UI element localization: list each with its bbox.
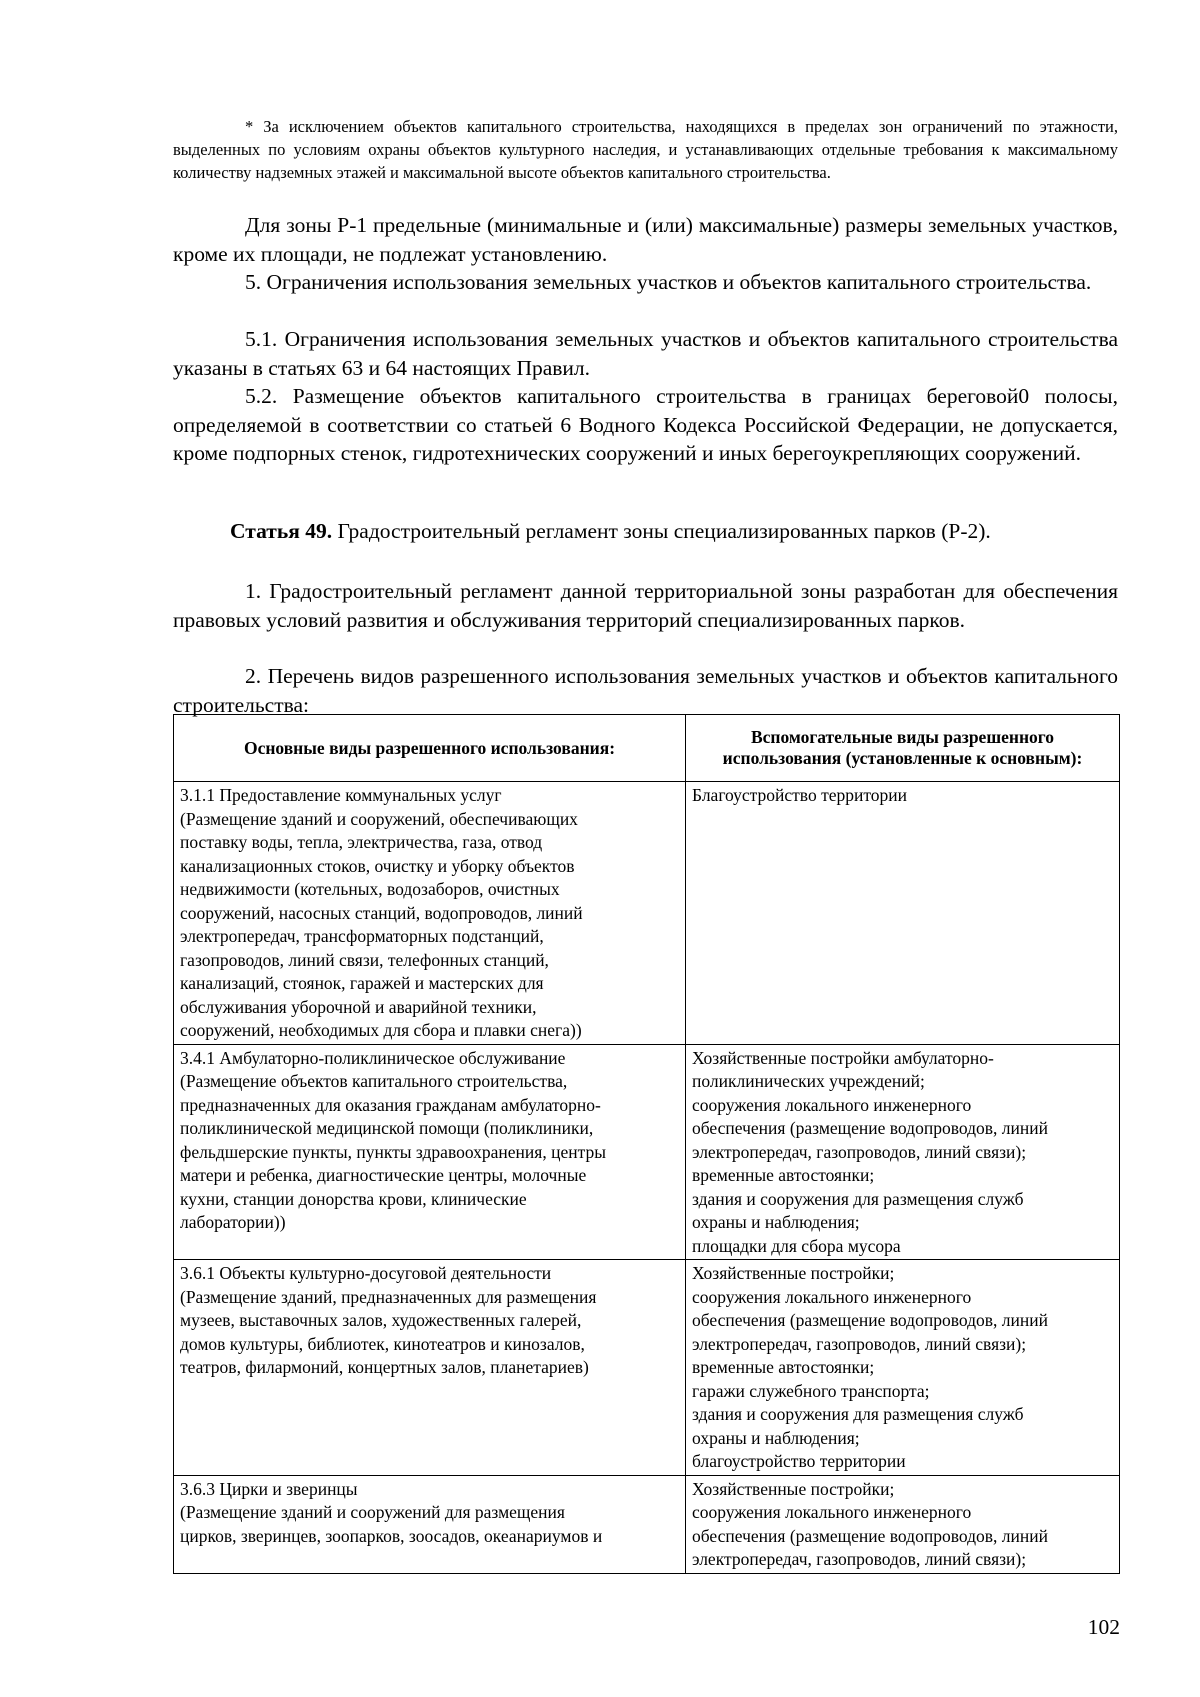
cell-line: (Размещение зданий и сооружений для размещения (180, 1502, 565, 1522)
cell-line: цирков, зверинцев, зоопарков, зоосадов, океанариумов и (180, 1525, 603, 1546)
paragraph-restrictions-5-2: 5.2. Размещение объектов капитального строительства в границах береговой0 полосы, определяемой в соответствии со статьей 6 Водного Кодекса Российской Федерации, не допускается, кроме подпорных стенок, гидротехнических сооружений и иных берегоукрепляющих сооружений. (173, 384, 1118, 465)
article-title: Градостроительный регламент зоны специализированных парков (Р-2). (332, 519, 991, 543)
cell-line: электропередач, трансформаторных подстанций, (180, 926, 544, 946)
paragraph-zone-r1-sizes: Для зоны Р-1 предельные (минимальные и (или) максимальные) размеры земельных участков, кроме их площади, не подлежат установлению. (173, 213, 1118, 266)
cell-main-use (174, 1475, 686, 1573)
table-row (174, 782, 1120, 1045)
cell-line: электропередач, газопроводов, линий связи); (692, 1333, 1027, 1354)
cell-line: обеспечения (размещение водопроводов, линий (692, 1310, 1048, 1330)
cell-line: недвижимости (котельных, водозаборов, очистных (180, 879, 560, 899)
table-row (174, 1260, 1120, 1476)
cell-line: лаборатории)) (180, 1212, 286, 1232)
header-main-uses: Основные виды разрешенного использования: (174, 715, 686, 782)
cell-line: газопроводов, линий связи, телефонных станций, (180, 949, 549, 970)
cell-line: сооружений, насосных станций, водопроводов, линий (180, 902, 583, 923)
cell-line: благоустройство территории (692, 1451, 906, 1471)
cell-auxiliary-use (686, 1260, 1120, 1476)
cell-auxiliary-use (686, 1044, 1120, 1260)
cell-auxiliary-use (686, 1475, 1120, 1573)
cell-line: Хозяйственные постройки; (692, 1478, 895, 1499)
cell-line: поликлинической медицинской помощи (поликлиники, (180, 1118, 594, 1138)
paragraph-regulation-purpose: 1. Градостроительный регламент данной территориальной зоны разработан для обеспечения правовых условий развития и обслуживания территорий специализированных парков. (173, 579, 1118, 632)
cell-line: поликлинических учреждений; (692, 1071, 925, 1091)
cell-line: кухни, станции донорства крови, клинические (180, 1188, 527, 1209)
cell-line: домов культуры, библиотек, кинотеатров и кинозалов, (180, 1333, 585, 1354)
cell-line: Хозяйственные постройки; (692, 1263, 895, 1283)
cell-main-use (174, 1260, 686, 1476)
cell-line: фельдшерские пункты, пункты здравоохранения, центры (180, 1141, 606, 1162)
cell-line: (Размещение объектов капитального строительства, (180, 1071, 568, 1091)
cell-line: сооружения локального инженерного (692, 1286, 972, 1307)
cell-line: временные автостоянки; (692, 1165, 875, 1185)
table-row (174, 1475, 1120, 1573)
cell-line: обеспечения (размещение водопроводов, линий (692, 1118, 1048, 1138)
header-auxiliary-uses: Вспомогательные виды разрешенного использования (установленные к основным): (686, 715, 1120, 782)
cell-line: Благоустройство территории (692, 785, 907, 805)
cell-line: сооружения локального инженерного (692, 1502, 972, 1522)
cell-line: поставку воды, тепла, электричества, газа, отвод (180, 832, 543, 852)
footnote: * За исключением объектов капитального строительства, находящихся в пределах зон ограничений по этажности, выделенных по условиям охраны объектов культурного наследия, и устанавливающих отдельные требования к максимальному количеству надземных этажей и максимальной высоте объектов капитального строительства. (173, 117, 1118, 182)
paragraph-restrictions-5-1: 5.1. Ограничения использования земельных участков и объектов капитального строительства указаны в статьях 63 и 64 настоящих Правил. (173, 327, 1118, 380)
permitted-uses-table (173, 714, 1120, 1574)
cell-line: сооружений, необходимых для сбора и плавки снега)) (180, 1020, 582, 1040)
cell-line: 3.6.3 Цирки и зверинцы (180, 1478, 358, 1499)
cell-main-use (174, 782, 686, 1045)
table-row (174, 1044, 1120, 1260)
cell-line: площадки для сбора мусора (692, 1235, 901, 1256)
cell-line: 3.4.1 Амбулаторно-поликлиническое обслуживание (180, 1047, 566, 1068)
cell-line: гаражи служебного транспорта; (692, 1380, 930, 1401)
cell-line: (Размещение зданий, предназначенных для размещения (180, 1286, 597, 1307)
table-header-row (174, 715, 1120, 782)
cell-line: электропередач, газопроводов, линий связи); (692, 1549, 1027, 1569)
cell-line: предназначенных для оказания гражданам амбулаторно- (180, 1094, 601, 1115)
article-label: Статья 49. (230, 519, 333, 543)
cell-line: канализаций, стоянок, гаражей и мастерских для (180, 973, 544, 993)
cell-line: обеспечения (размещение водопроводов, линий (692, 1525, 1048, 1546)
cell-line: 3.6.1 Объекты культурно-досуговой деятельности (180, 1263, 552, 1283)
cell-line: сооружения локального инженерного (692, 1094, 972, 1115)
cell-line: 3.1.1 Предоставление коммунальных услуг (180, 785, 502, 805)
article-heading (173, 517, 1118, 546)
cell-line: временные автостоянки; (692, 1357, 875, 1377)
cell-line: Хозяйственные постройки амбулаторно- (692, 1047, 994, 1068)
cell-line: матери и ребенка, диагностические центры, молочные (180, 1165, 587, 1185)
cell-line: охраны и наблюдения; (692, 1212, 860, 1232)
cell-line: обслуживания уборочной и аварийной техники, (180, 996, 537, 1017)
cell-line: здания и сооружения для размещения служб (692, 1188, 1024, 1209)
paragraph-uses-list-intro: 2. Перечень видов разрешенного использования земельных участков и объектов капитального строительства: (173, 664, 1118, 717)
page-number: 102 (1087, 1615, 1120, 1639)
cell-main-use (174, 1044, 686, 1260)
cell-line: здания и сооружения для размещения служб (692, 1404, 1024, 1424)
cell-line: музеев, выставочных залов, художественных галерей, (180, 1310, 582, 1330)
cell-line: канализационных стоков, очистку и уборку объектов (180, 855, 575, 876)
paragraph-restrictions: 5. Ограничения использования земельных участков и объектов капитального строительства. (245, 270, 1092, 294)
cell-line: (Размещение зданий и сооружений, обеспечивающих (180, 808, 578, 829)
cell-line: электропередач, газопроводов, линий связи); (692, 1141, 1027, 1162)
cell-line: охраны и наблюдения; (692, 1427, 860, 1448)
cell-auxiliary-use (686, 782, 1120, 1045)
cell-line: театров, филармоний, концертных залов, планетариев) (180, 1357, 589, 1377)
